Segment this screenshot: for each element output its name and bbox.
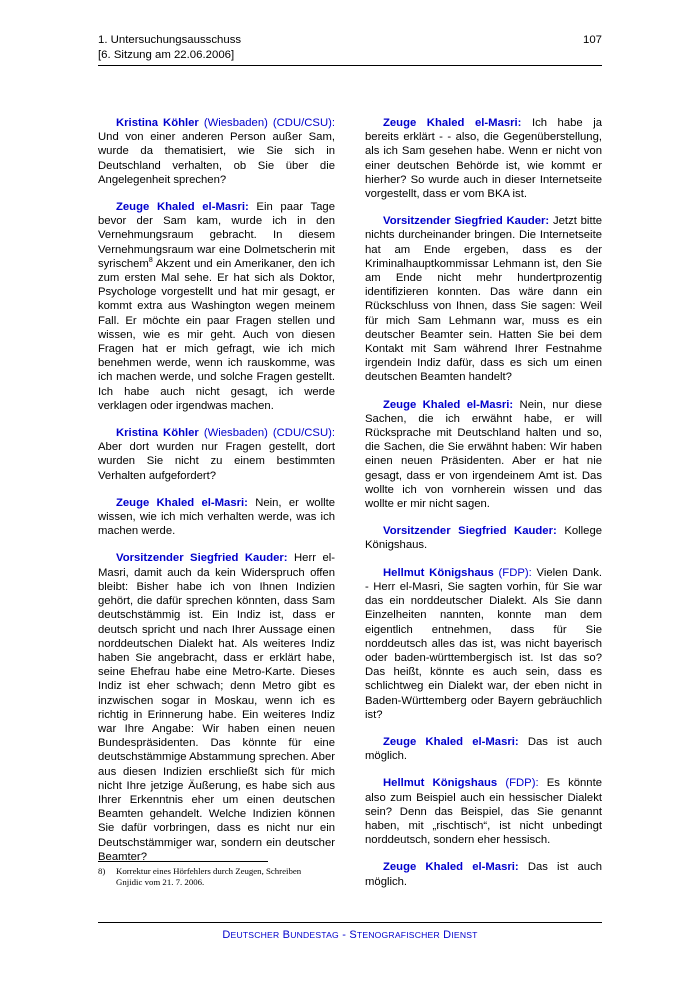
footer-text: DEUTSCHER BUNDESTAG - STENOGRAFISCHER DIENST	[222, 929, 478, 941]
footnote	[98, 866, 335, 888]
speech-paragraph	[365, 776, 602, 847]
speech-paragraph	[98, 116, 335, 187]
speaker-name: Zeuge Khaled el-Masri:	[383, 398, 514, 411]
speaker-name: Zeuge Khaled el-Masri:	[383, 117, 522, 129]
speaker-name: Zeuge Khaled el-Masri:	[383, 735, 519, 748]
speech-text: Ich habe ja bereits erklärt - - also, die Gegenüberstellung, als ich Sam gesehen habe. Wenn er nicht von einer deutschen Behörde ist, wie kommt er hierher? So wurde auch in dieser Internetseite vorgestellt, dass er vom BKA ist.	[365, 117, 603, 201]
speaker-name: Vorsitzender Siegfried Kauder:	[383, 215, 550, 228]
header-divider	[98, 65, 602, 66]
speech-paragraph	[365, 860, 602, 888]
speech-text: Vielen Dank. - Herr el-Masri, Sie sagten vorhin, für Sie war das ein norddeutscher Dialekt. Als Sie dann Einzelheiten nannten, konnte man dem eigentlich entnehmen, dass für Sie norddeutsch alles das ist, was nicht bayerisch oder baden-württembergisch ist. Ist das so? Das heißt, könnte es auch sein, dass es schlichtweg ein Dialekt war, der eben nicht in Baden-Württemberg oder Bayern gebräuchlich ist?	[365, 566, 602, 721]
speech-text: Jetzt bitte nichts durcheinander bringen. Die Internetseite hat am Ende ergeben, dass es der Kriminalhauptkommissar Lehmann ist, den Sie am Ende nicht mehr hundertprozentig identifizieren konnten. Das wäre dann ein Rückschluss von Ihnen, dass Sie sagen: Weil für mich Sam Lehmann war, muss es ein deutscher Beamter sein. Hatten Sie bei dem Kontakt mit Sam während Ihrer Festnahme irgendein Indiz dafür, dass es sich um einen deutschen Beamten handelt?	[365, 215, 603, 384]
speech-paragraph	[365, 566, 602, 722]
speech-paragraph	[365, 735, 602, 763]
speech-paragraph	[365, 214, 602, 384]
speech-paragraph	[98, 551, 335, 863]
footnote-text-line1: Korrektur eines Hörfehlers durch Zeugen, Schreiben	[116, 866, 302, 876]
speech-text: Nein, nur diese Sachen, die ich erwähnt habe, er will Rücksprache mit Deutschland halten und so, die Sachen, die Sie erwähnt haben: Wir haben einen neuen Präsidenten. Aber er hat nie gesagt, dass er von irgendeinem Amt ist. Das wollte ich von vornherein wissen und das wollte er mir nicht sagen.	[365, 398, 603, 511]
speaker-name: Zeuge Khaled el-Masri:	[116, 201, 249, 214]
footer-divider	[98, 922, 602, 923]
speech-text: Ein paar Tage bevor der Sam kam, wurde ich in den Vernehmungsraum gebracht. In diesem Vernehmungsraum war eine Dolmetscherin mit syrischem	[98, 201, 335, 270]
speaker-name: Zeuge Khaled el-Masri:	[116, 496, 248, 509]
speech-text: Und von einer anderen Person außer Sam, wurde da thematisiert, wie Sie sich in Deutschland verhalten, ob Sie über die Angelegenheit sprechen?	[98, 131, 335, 186]
footnote-reference[interactable]: 8	[148, 257, 153, 265]
right-column	[365, 116, 602, 902]
speaker-name: Hellmut Königshaus	[383, 566, 494, 579]
footnote-number: 8)	[98, 866, 106, 876]
footnote-divider	[98, 861, 268, 862]
speaker-party: (Wiesbaden) (CDU/CSU):	[203, 427, 336, 440]
speech-text: Kollege Königshaus.	[365, 525, 603, 552]
speech-paragraph	[98, 200, 335, 413]
footnote-text-line2: Gnjidic vom 21. 7. 2006.	[116, 877, 205, 887]
speech-text: Nein, er wollte wissen, wie ich mich verhalten werde, was ich machen werde.	[98, 496, 336, 538]
speech-text: Das ist auch möglich.	[365, 735, 602, 763]
committee-name: 1. Untersuchungsausschuss	[98, 34, 242, 46]
speech-paragraph	[365, 398, 602, 512]
page-header	[98, 33, 241, 63]
speech-paragraph	[98, 496, 335, 539]
speech-text: Das ist auch möglich.	[365, 861, 602, 888]
speech-text: Herr el-Masri, damit auch da kein Widerspruch offen bleibt: Bisher habe ich von Ihnen Indizien gehört, die dafür sprechen könnten, dass Sam deutschstämmig ist. Ein Indiz ist, dass er deutsch spricht und nach Ihrer Aussage einen norddeutschen Dialekt hat. Als weiteres Indiz haben Sie angebracht, dass er erklärt habe, seine Ehefrau habe eine Metro-Karte. Dieses Indiz ist eher schwach; denn Metro gibt es inzwischen sogar in Moskau, wenn ich es richtig in Erinnerung habe. Ein weiteres Indiz war Ihre Angabe: Wir haben einen neuen Bundespräsidenten. Das könnte für eine deutschstämmige Abstammung sprechen. Aber aus diesen Indizien erschließt sich für mich nicht Ihre jetzige Äußerung, es habe sich aus Ihrer Erkenntnis eher um einen deutschen Beamten gehandelt. Welche Indizien können Sie dafür vorbringen, dass es nicht nur ein Deutschstämmiger war, sondern ein deutscher Beamter?	[98, 552, 335, 863]
session-info: [6. Sitzung am 22.06.2006]	[98, 49, 235, 61]
page-number: 107	[582, 34, 602, 46]
speaker-party: (Wiesbaden) (CDU/CSU):	[203, 117, 336, 129]
speech-paragraph	[365, 116, 602, 201]
speaker-name: Kristina Köhler	[116, 117, 199, 129]
speech-text: Akzent und ein Amerikaner, den ich zum ersten Mal sehe. Er hat sich als Doktor, Psychologe vorgestellt und hat mir gesagt, er kommt extra aus Washington wegen meinem Fall. Er möchte ein paar Fragen stellen und wissen, wie es mir geht. Auch von diesen Fragen hat er mich gefragt, wie ich mich benehmen werde, wenn ich rauskomme, was ich machen werde, und solche Fragen gestellt. Ich habe auch nicht gesagt, ich werde verklagen oder irgendwas machen.	[98, 257, 336, 412]
speech-text: Aber dort wurden nur Fragen gestellt, dort wurden Sie nicht zu einem bestimmten Verhalten aufgefordert?	[98, 441, 335, 482]
speaker-name: Vorsitzender Siegfried Kauder:	[116, 552, 288, 565]
speaker-party: (FDP):	[498, 566, 532, 579]
speaker-name: Zeuge Khaled el-Masri:	[383, 861, 519, 874]
speech-text: Es könnte also zum Beispiel auch ein hessischer Dialekt sein? Denn das Beispiel, das Sie genannt haben, mit „rischtisch“, ist nicht unbedingt norddeutsch, sondern eher hessisch.	[365, 777, 603, 847]
left-column	[98, 116, 335, 877]
speech-paragraph	[98, 426, 335, 483]
speaker-name: Hellmut Königshaus	[383, 777, 498, 790]
speaker-name: Kristina Köhler	[116, 427, 199, 440]
speech-paragraph	[365, 524, 602, 552]
speaker-party: (FDP):	[505, 777, 539, 790]
page-footer	[0, 929, 700, 941]
speaker-name: Vorsitzender Siegfried Kauder:	[383, 525, 557, 538]
